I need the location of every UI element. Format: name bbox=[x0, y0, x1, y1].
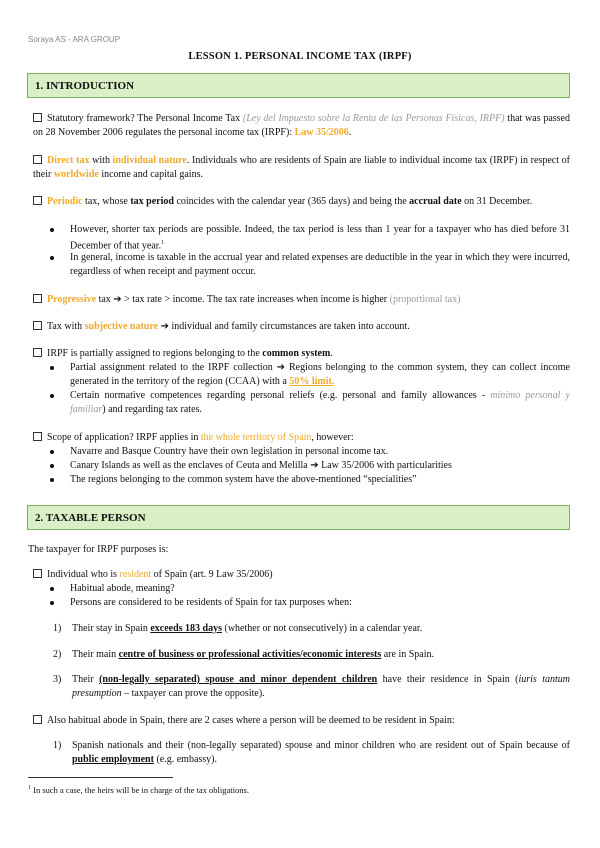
taxable-paragraph-habitual-abode: Also habitual abode in Spain, there are 2 cases where a person will be deemed to be resident in Spain: bbox=[33, 714, 570, 728]
bullet-icon bbox=[50, 228, 54, 232]
intro-paragraph-progressive: Progressive tax ➔ > tax rate > income. The tax rate increases when income is higher (proportional tax) bbox=[33, 293, 570, 307]
bullet-icon bbox=[50, 464, 54, 468]
section-heading-taxable-person: 2. TAXABLE PERSON bbox=[27, 505, 570, 530]
numbered-item-public-employment: 1) Spanish nationals and their (non-legally separated) spouse and minor children who are resident out of Spain because of public employment (e.g. embassy). bbox=[53, 740, 570, 765]
list-item: Canary Islands as well as the enclaves of Ceuta and Melilla ➔ Law 35/2006 with particularities bbox=[50, 459, 570, 473]
intro-paragraph-direct-tax: Direct tax with individual nature. Individuals who are residents of Spain are liable to individual income tax (IRPF) in respect of their worldwide income and capital gains. bbox=[33, 155, 571, 180]
list-item: In general, income is taxable in the accrual year and related expenses are deductible in the year in which they were incurred, regardless of when receipt and payment occur. bbox=[50, 251, 570, 278]
bullet-icon bbox=[50, 394, 54, 398]
checkbox-icon bbox=[33, 321, 42, 330]
list-item: Navarre and Basque Country have their own legislation in personal income tax. bbox=[50, 445, 570, 459]
bullet-icon bbox=[50, 256, 54, 260]
checkbox-icon bbox=[33, 715, 42, 724]
section-heading-introduction: 1. INTRODUCTION bbox=[27, 73, 570, 98]
checkbox-icon bbox=[33, 155, 42, 164]
checkbox-icon bbox=[33, 348, 42, 357]
lesson-title: LESSON 1. PERSONAL INCOME TAX (IRPF) bbox=[188, 51, 412, 62]
checkbox-icon bbox=[33, 569, 42, 578]
intro-paragraph-scope: Scope of application? IRPF applies in the whole territory of Spain, however: bbox=[33, 431, 570, 445]
header-author: Soraya AS - ARA GROUP bbox=[28, 35, 121, 44]
taxable-paragraph-resident: Individual who is resident of Spain (art. 9 Law 35/2006) bbox=[33, 568, 570, 582]
numbered-item-centre-business: 2) Their main centre of business or professional activities/economic interests are in Spain. bbox=[53, 649, 434, 660]
numbered-item-183-days: 1) Their stay in Spain exceeds 183 days (whether or not consecutively) in a calendar year. bbox=[53, 623, 423, 634]
bullet-icon bbox=[50, 366, 54, 370]
taxable-intro: The taxpayer for IRPF purposes is: bbox=[28, 544, 169, 555]
intro-paragraph-periodic: Periodic tax, whose tax period coincides with the calendar year (365 days) and being the accrual date on 31 December. bbox=[33, 195, 570, 209]
list-item: Habitual abode, meaning? bbox=[50, 582, 570, 596]
list-item: However, shorter tax periods are possible. Indeed, the tax period is less than 1 year for a taxpayer who has died before 31 December of that year.$^1$ bbox=[50, 223, 570, 252]
checkbox-icon bbox=[33, 196, 42, 205]
checkbox-icon bbox=[33, 113, 42, 122]
intro-paragraph-framework: Statutory framework? The Personal Income Tax (Ley del Impuesto sobre la Renta de las Personas Físicas, IRPF) that was passed on 28 November 2006 regulates the personal income tax (IRPF): Law 35/2006. bbox=[33, 113, 570, 138]
bullet-icon bbox=[50, 587, 54, 591]
bullet-icon bbox=[50, 450, 54, 454]
checkbox-icon bbox=[33, 432, 42, 441]
footnote-divider bbox=[28, 777, 173, 778]
intro-paragraph-subjective: Tax with subjective nature ➔ individual and family circumstances are taken into account. bbox=[33, 320, 570, 334]
bullet-icon bbox=[50, 601, 54, 605]
list-item: Certain normative competences regarding personal reliefs (e.g. personal and family allowances - mínimo personal y familiar) and regarding tax rates. bbox=[50, 389, 570, 416]
footnote: $^1$ In such a case, the heirs will be in charge of the tax obligations. bbox=[28, 785, 249, 795]
checkbox-icon bbox=[33, 294, 42, 303]
intro-paragraph-assigned: IRPF is partially assigned to regions belonging to the common system. bbox=[33, 347, 570, 361]
list-item: Partial assignment related to the IRPF collection ➔ Regions belonging to the common system, they can collect income generated in the territory of the region (CCAA) with a 50% limit. bbox=[50, 361, 570, 388]
numbered-item-spouse-children: 3) Their (non-legally separated) spouse and minor dependent children have their residence in Spain (iuris tantum presumption – taxpayer can prove the opposite). bbox=[53, 674, 571, 699]
list-item: Persons are considered to be residents of Spain for tax purposes when: bbox=[50, 596, 570, 610]
list-item: The regions belonging to the common system have the above-mentioned “specialities” bbox=[50, 473, 570, 487]
bullet-icon bbox=[50, 478, 54, 482]
